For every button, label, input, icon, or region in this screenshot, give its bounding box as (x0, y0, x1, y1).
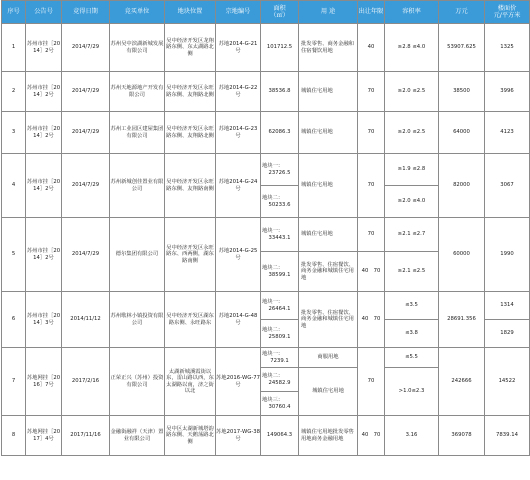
table-row (2, 292, 530, 320)
cell-term: 40 70 (358, 416, 385, 456)
cell-term: 70 (358, 348, 385, 416)
cell-winner: 苏州工业园区建屋集团有限公司 (110, 112, 165, 154)
cell-parcel: 苏地2016-WG-77号 (216, 348, 261, 416)
cell-area-lot (261, 368, 299, 392)
cell-winner: 德尔集团有限公司 (110, 218, 165, 292)
cell-notice-no: 苏州市挂［2014］2号 (26, 24, 62, 72)
lot-area: 50233.6 (268, 201, 291, 208)
cell-use: 城镇住宅用地 (299, 112, 358, 154)
lot-label: 地块二： (262, 195, 284, 202)
table-row (2, 72, 530, 112)
cell-date: 2014/7/29 (62, 154, 110, 218)
cell-far: ≥2.1 ≤2.7 (385, 218, 439, 252)
cell-seq: 7 (2, 348, 26, 416)
cell-location: 吴中经济开发区龙翔路东侧、东太湖路北侧 (165, 24, 216, 72)
cell-winner: 苏州天地源地产开发有限公司 (110, 72, 165, 112)
header-seq: 序号 (2, 1, 26, 24)
lot-label: 地块一： (262, 228, 284, 235)
cell-far: ≥2.1 ≤2.5 (385, 252, 439, 292)
cell-location: 太湖新城溪霞街以东，雷山路以西，东太湖路以南，济之街以北 (165, 348, 216, 416)
cell-parcel: 苏地2014-G-25号 (216, 218, 261, 292)
cell-parcel: 苏地2014-G-48号 (216, 292, 261, 348)
cell-use: 批发零售、住宿餐饮、商务金融和城镇住宅用地 (299, 292, 358, 348)
cell-use: 城镇住宅用地批发零售用地商务金融用地 (299, 416, 358, 456)
cell-notice-no: 苏州市挂［2014］2号 (26, 112, 62, 154)
cell-notice-no: 苏地网挂［2016］7号 (26, 348, 62, 416)
lot-label: 地块二： (262, 265, 284, 272)
cell-far: >1.0≤2.3 (385, 368, 439, 416)
cell-far: ≤5.5 (385, 348, 439, 368)
cell-winner: 苏州吴中滨湖新城发展有限公司 (110, 24, 165, 72)
cell-term: 70 (358, 72, 385, 112)
cell-parcel: 苏地2014-G-23号 (216, 112, 261, 154)
cell-unit-price: 1325 (485, 24, 530, 72)
cell-location: 吴中经济开发区湖东路东侧、永旺路东 (165, 292, 216, 348)
cell-winner: 苏州歌林小镇投资有限公司 (110, 292, 165, 348)
header-far: 容积率 (385, 1, 439, 24)
cell-term: 40 (358, 24, 385, 72)
header-winner: 竞买单位 (110, 1, 165, 24)
header-use: 用 途 (299, 1, 358, 24)
cell-parcel: 苏地2017-WG-38号 (216, 416, 261, 456)
cell-parcel: 苏地2014-G-21号 (216, 24, 261, 72)
cell-term: 40 70 (358, 292, 385, 348)
cell-use: 城镇住宅用地 (299, 72, 358, 112)
cell-parcel: 苏地2014-G-24号 (216, 154, 261, 218)
cell-unit-price: 1829 (485, 320, 530, 348)
cell-seq: 4 (2, 154, 26, 218)
cell-price: 242666 (439, 348, 485, 416)
cell-location: 吴中经济开发区永旺路东侧、友翔路北侧 (165, 72, 216, 112)
header-unit-price-label: 楼面价 (497, 4, 517, 12)
cell-notice-no: 苏州市挂［2014］2号 (26, 154, 62, 218)
cell-seq: 8 (2, 416, 26, 456)
cell-notice-no: 苏州市挂［2014］2号 (26, 218, 62, 292)
cell-seq: 6 (2, 292, 26, 348)
lot-label: 地块二： (262, 327, 284, 334)
cell-notice-no: 苏州市挂［2014］2号 (26, 72, 62, 112)
header-unit-price-unit: 元/平方米 (493, 12, 521, 19)
cell-winner: 金融街融祥（天津）置业有限公司 (110, 416, 165, 456)
cell-location: 吴中经济开发区永旺路东侧、友翔路北侧 (165, 112, 216, 154)
table-row (2, 416, 530, 456)
cell-far: ≥2.0 ≤4.0 (385, 186, 439, 218)
cell-price: 38500 (439, 72, 485, 112)
cell-notice-no: 苏州市挂［2014］3号 (26, 292, 62, 348)
cell-unit-price: 1314 (485, 292, 530, 320)
header-price-unit: 万元 (439, 1, 485, 24)
header-area-unit: （㎡） (270, 12, 289, 19)
cell-use: 城镇住宅用地 (299, 368, 358, 416)
lot-area: 30760.4 (268, 403, 291, 410)
cell-unit-price: 14522 (485, 348, 530, 416)
cell-area-lot (261, 320, 299, 348)
cell-date: 2014/7/29 (62, 72, 110, 112)
cell-seq: 5 (2, 218, 26, 292)
cell-price: 28691.356 (439, 292, 485, 348)
cell-area-lot (261, 252, 299, 292)
cell-winner: 苏州新城创佳置业有限公司 (110, 154, 165, 218)
cell-price: 64000 (439, 112, 485, 154)
land-auction-table (1, 0, 530, 456)
cell-location: 吴中区太湖新城塔韵路东侧、天鹅荡路北侧 (165, 416, 216, 456)
lot-area: 26464.1 (268, 305, 291, 312)
cell-date: 2017/11/16 (62, 416, 110, 456)
cell-area-lot (261, 348, 299, 368)
lot-label: 地块三： (262, 397, 284, 404)
cell-far: ≥2.0 ≤2.5 (385, 112, 439, 154)
cell-seq: 2 (2, 72, 26, 112)
cell-term: 70 (358, 154, 385, 218)
cell-price: 369078 (439, 416, 485, 456)
lot-area: 23726.5 (268, 169, 291, 176)
cell-unit-price: 3067 (485, 154, 530, 218)
cell-price: 53907.625 (439, 24, 485, 72)
header-unit-price (485, 1, 530, 24)
cell-far: ≥2.8 ≤4.0 (385, 24, 439, 72)
cell-location: 吴中经济开发区永旺路东侧、友翔路南侧 (165, 154, 216, 218)
cell-area-lot (261, 392, 299, 416)
header-notice-no: 公告号 (26, 1, 62, 24)
cell-far: ≥2.0 ≤2.5 (385, 72, 439, 112)
lot-label: 地块一： (262, 351, 284, 358)
cell-area: 101712.5 (261, 24, 299, 72)
lot-area: 7239.1 (270, 357, 289, 364)
lot-area: 33443.1 (268, 234, 291, 241)
cell-date: 2014/7/29 (62, 24, 110, 72)
header-area (261, 1, 299, 24)
table-row (2, 348, 530, 368)
header-parcel-no: 宗地编号 (216, 1, 261, 24)
cell-use: 城镇住宅用地 (299, 218, 358, 252)
lot-area: 24582.9 (268, 379, 291, 386)
cell-notice-no: 苏地网挂［2017］4号 (26, 416, 62, 456)
lot-label: 地块一： (262, 163, 284, 170)
cell-unit-price: 7839.14 (485, 416, 530, 456)
cell-area-lot (261, 292, 299, 320)
cell-price: 82000 (439, 154, 485, 218)
cell-date: 2014/11/12 (62, 292, 110, 348)
header-location: 地块位置 (165, 1, 216, 24)
table-row (2, 218, 530, 252)
cell-area: 38536.8 (261, 72, 299, 112)
cell-far: ≥1.9 ≤2.8 (385, 154, 439, 186)
cell-price: 60000 (439, 218, 485, 292)
cell-area-lot (261, 154, 299, 186)
cell-date: 2014/7/29 (62, 112, 110, 154)
lot-label: 地块二： (262, 373, 284, 380)
cell-unit-price: 1990 (485, 218, 530, 292)
header-area-label: 面积 (273, 4, 286, 12)
cell-far: ≤3.5 (385, 292, 439, 320)
cell-seq: 3 (2, 112, 26, 154)
table-row (2, 112, 530, 154)
cell-area-lot (261, 218, 299, 252)
cell-date: 2017/2/16 (62, 348, 110, 416)
cell-far: 3.16 (385, 416, 439, 456)
lot-label: 地块一： (262, 299, 284, 306)
table-header-row (2, 1, 530, 24)
lot-area: 38599.1 (268, 271, 291, 278)
header-term: 出让年限 (358, 1, 385, 24)
cell-area: 149064.3 (261, 416, 299, 456)
cell-use: 批发零售、住宿餐饮、商务金融和城镇住宅用地 (299, 252, 358, 292)
table-row (2, 24, 530, 72)
cell-term: 70 (358, 218, 385, 252)
header-auction-date: 竞得日期 (62, 1, 110, 24)
cell-term: 40 70 (358, 252, 385, 292)
lot-area: 25809.1 (268, 333, 291, 340)
cell-use: 批发零售、商务金融和住宿餐饮用地 (299, 24, 358, 72)
cell-area: 62086.3 (261, 112, 299, 154)
cell-date: 2014/7/29 (62, 218, 110, 292)
cell-winner: 正荣正兴（苏州）投资有限公司 (110, 348, 165, 416)
cell-use: 商服用地 (299, 348, 358, 368)
cell-unit-price: 3996 (485, 72, 530, 112)
cell-term: 70 (358, 112, 385, 154)
table-row (2, 154, 530, 186)
cell-use: 城镇住宅用地 (299, 154, 358, 218)
cell-location: 吴中经济开发区永旺路东、西两侧，湖东路南侧 (165, 218, 216, 292)
cell-parcel: 苏地2014-G-22号 (216, 72, 261, 112)
cell-far: ≤3.8 (385, 320, 439, 348)
cell-area-lot (261, 186, 299, 218)
cell-seq: 1 (2, 24, 26, 72)
cell-unit-price: 4123 (485, 112, 530, 154)
